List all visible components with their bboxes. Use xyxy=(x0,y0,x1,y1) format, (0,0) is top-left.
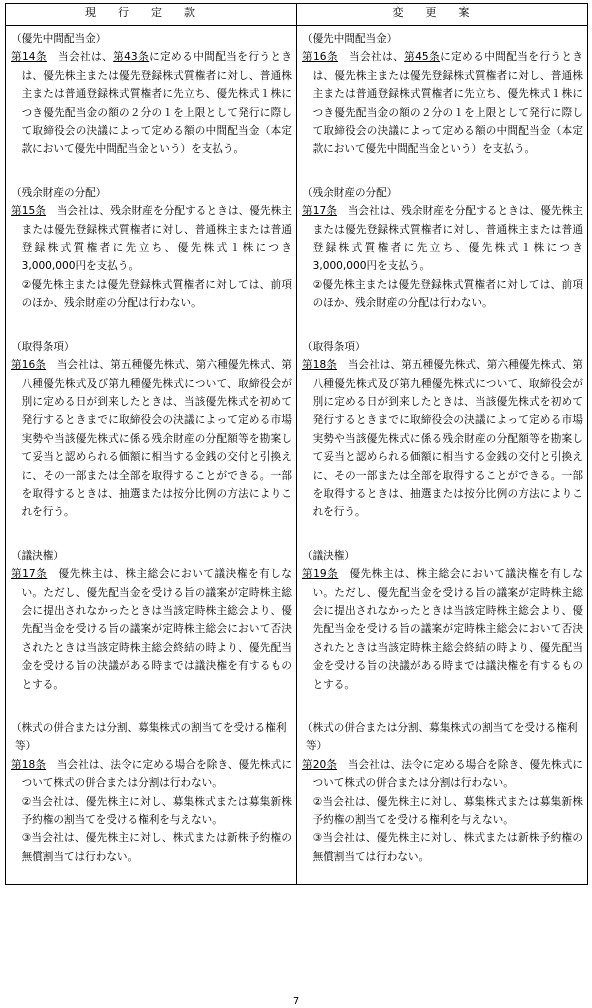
article-caption: （取得条項） xyxy=(11,340,75,353)
article-caption: （残余財産の分配） xyxy=(11,186,107,199)
article-caption: （議決権） xyxy=(302,549,355,562)
article-paragraph: ③当会社は、優先株主に対し、株式または新株予約権の無償割当ては行わない。 xyxy=(312,832,583,863)
header-current: 現行定款 xyxy=(6,4,297,26)
article-section xyxy=(302,719,583,866)
article-body: 第16条 当会社は、第五種優先株式、第六種優先株式、第八種優先株式及び第九種優先株式について、取締役会が別に定める日が到来したときは、当該優先株式を初めて発行するときまでに取締役会の決議によって定める市場実勢や当該優先株式に係る残余財産の分配額等を勘案して妥当と認められる価額に相当する金銭の交付と引換えに、その一部または全部を取得することができる。一部を取得するときは、抽選または按分比例の方法によりこれを行う。 xyxy=(11,359,293,519)
article-reference: 第43条 xyxy=(113,51,150,64)
page-number: 7 xyxy=(292,996,300,1007)
article-body: 第14条 当会社は、第43条に定める中間配当を行うときは、優先株主または優先登録株式質権者に対し、普通株主または普通登録株式質権者に先立ち、優先株式１株につき優先配当金の額の２分の１を上限として発行に際して取締役会の決議によって定める額の中間配当金（本定款において優先中間配当金という）を支払う。 xyxy=(11,51,292,156)
article-number: 第17条 xyxy=(302,205,337,218)
article-section xyxy=(11,719,292,866)
article-paragraph: ②優先株主または優先登録株式質権者に対しては、前項のほか、残余財産の分配は行わない。 xyxy=(312,278,583,310)
article-body: 第15条 当会社は、残余財産を分配するときは、優先株主または優先登録株式質権者に対し、普通株主または普通登録株式質権者に先立ち、優先株式１株につき3,000,000円を支払う。 xyxy=(11,205,293,273)
article-caption: （議決権） xyxy=(11,549,64,562)
article-section xyxy=(302,30,583,159)
article-number: 第14条 xyxy=(11,51,47,64)
article-section xyxy=(302,338,583,522)
article-paragraph: ②当会社は、優先株主に対し、募集株式または募集新株予約権の割当てを受ける権利を与えない。 xyxy=(21,795,292,827)
article-body: 第20条 当会社は、法令に定める場合を除き、優先株式について株式の併合または分割は行わない。 xyxy=(302,758,583,790)
article-body: 第17条 当会社は、残余財産を分配するときは、優先株主または優先登録株式質権者に対し、普通株主または普通登録株式質権者に先立ち、優先株式１株につき3,000,000円を支払う。 xyxy=(302,205,584,273)
article-section xyxy=(302,547,583,694)
article-number: 第18条 xyxy=(11,758,47,771)
article-caption: （残余財産の分配） xyxy=(302,186,398,199)
article-caption: （株式の併合または分割、募集株式の割当てを受ける権利等） xyxy=(302,722,578,753)
article-section xyxy=(302,184,583,313)
article-paragraph: ②当会社は、優先株主に対し、募集株式または募集新株予約権の割当てを受ける権利を与えない。 xyxy=(312,795,583,827)
article-body: 第18条 当会社は、第五種優先株式、第六種優先株式、第八種優先株式及び第九種優先株式について、取締役会が別に定める日が到来したときは、当該優先株式を初めて発行するときまでに取締役会の決議によって定める市場実勢や当該優先株式に係る残余財産の分配額等を勘案して妥当と認められる価額に相当する金銭の交付と引換えに、その一部または全部を取得することができる。一部を取得するときは、抽選または按分比例の方法によりこれを行う。 xyxy=(302,359,584,519)
article-number: 第18条 xyxy=(302,359,337,372)
article-number: 第20条 xyxy=(302,758,338,771)
article-number: 第17条 xyxy=(11,568,48,581)
article-body: 第17条 優先株主は、株主総会において議決権を有しない。ただし、優先配当金を受ける旨の議案が定時株主総会に提出されなかったときは当該定時株主総会より、優先配当金を受ける旨の議案が定時株主総会において否決されたときは当該定時株主総会終結の時より、優先配当金を受ける旨の決議がある時までは議決権を有するものとする。 xyxy=(11,568,292,691)
article-reference: 第45条 xyxy=(404,51,441,64)
article-caption: （優先中間配当金） xyxy=(11,33,107,45)
article-section xyxy=(11,547,292,694)
article-caption: （株式の併合または分割、募集株式の割当てを受ける権利等） xyxy=(11,722,287,753)
article-body: 第19条 優先株主は、株主総会において議決権を有しない。ただし、優先配当金を受ける旨の議案が定時株主総会に提出されなかったときは当該定時株主総会より、優先配当金を受ける旨の議案が定時株主総会において否決されたときは当該定時株主総会終結の時より、優先配当金を受ける旨の決議がある時までは議決権を有するものとする。 xyxy=(302,568,583,691)
header-proposed: 変更案 xyxy=(297,4,588,26)
current-column xyxy=(6,26,297,885)
article-section xyxy=(11,184,292,313)
proposed-column xyxy=(297,26,588,885)
article-body: 第18条 当会社は、法令に定める場合を除き、優先株式について株式の併合または分割は行わない。 xyxy=(11,758,292,790)
article-body: 第16条 当会社は、第45条に定める中間配当を行うときは、優先株主または優先登録株式質権者に対し、普通株主または普通登録株式質権者に先立ち、優先株式１株につき優先配当金の額の２分の１を上限として発行に際して取締役会の決議によって定める額の中間配当金（本定款において優先中間配当金という）を支払う。 xyxy=(302,51,583,156)
article-paragraph: ②優先株主または優先登録株式質権者に対しては、前項のほか、残余財産の分配は行わない。 xyxy=(21,278,292,310)
article-number: 第19条 xyxy=(302,568,339,581)
article-number: 第16条 xyxy=(302,51,338,64)
article-number: 第16条 xyxy=(11,359,46,372)
article-section xyxy=(11,338,292,522)
article-section xyxy=(11,30,292,159)
comparison-table xyxy=(5,3,588,885)
article-number: 第15条 xyxy=(11,205,46,218)
article-caption: （優先中間配当金） xyxy=(302,33,398,45)
article-paragraph: ③当会社は、優先株主に対し、株式または新株予約権の無償割当ては行わない。 xyxy=(21,832,292,863)
article-caption: （取得条項） xyxy=(302,340,366,353)
